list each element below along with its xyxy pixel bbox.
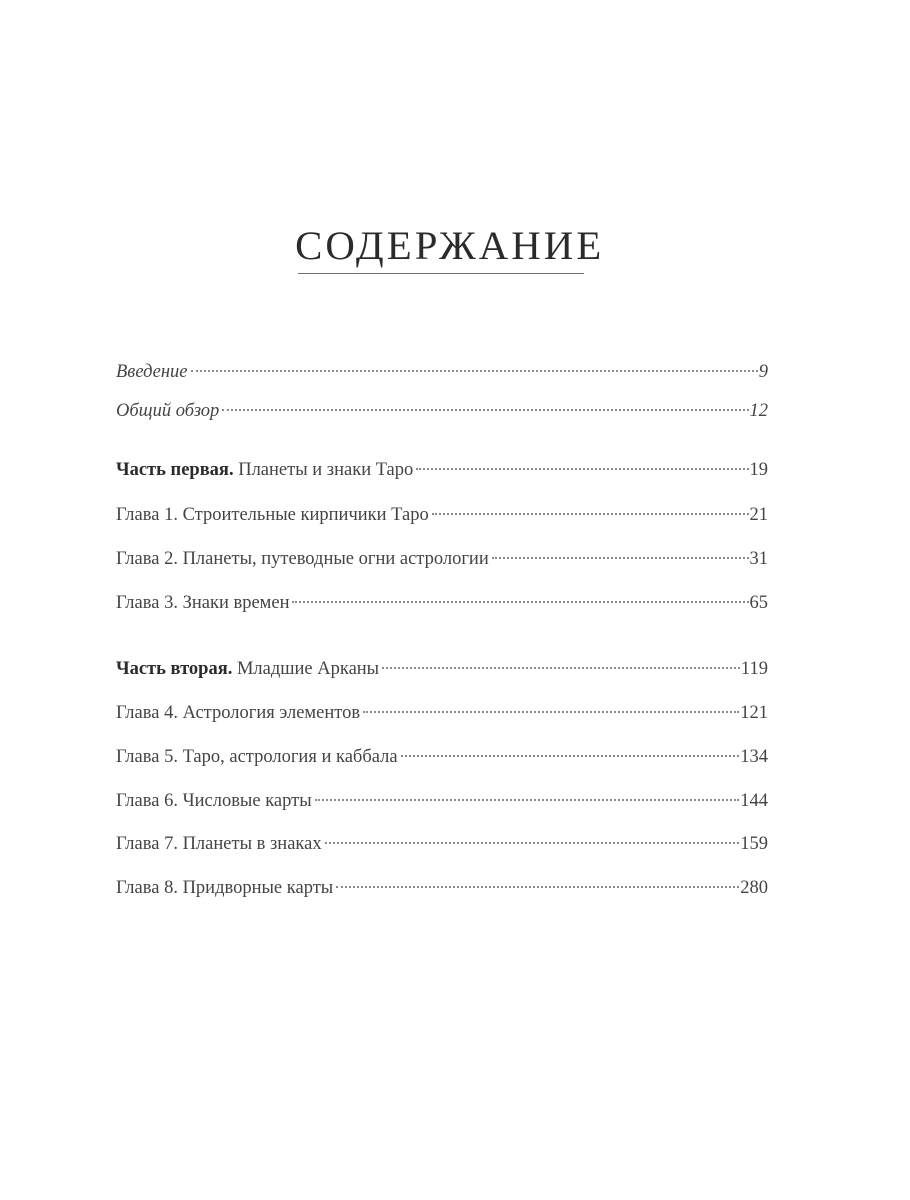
dot-leader [222,409,748,411]
toc-entry-label: Общий обзор [116,401,220,421]
toc-entry-chapter-1[interactable] [116,501,768,529]
toc-entry-chapter-8[interactable] [116,874,768,902]
dot-leader [336,886,739,888]
dot-leader [315,799,740,801]
toc-entry-label: Введение [116,362,188,382]
part-label: Часть вторая. [116,659,233,679]
dot-leader [492,557,749,559]
toc-page-number: 280 [740,878,768,898]
toc-entry-label: Глава 4. Астрология элементов [116,703,361,723]
toc-entry-chapter-2[interactable] [116,545,768,573]
dot-leader [382,667,740,669]
dot-leader [292,601,748,603]
toc-entry-label: Глава 6. Числовые карты [116,791,312,811]
toc-entry-label: Глава 3. Знаки времен [116,593,290,613]
toc-entry-label: Глава 2. Планеты, путеводные огни астрологии [116,549,489,569]
toc-page-number: 159 [740,834,768,854]
part-title: Младшие Арканы [236,659,380,679]
toc-page-number: 21 [749,505,768,525]
toc-entry-overview[interactable] [116,397,768,425]
toc-entry-chapter-4[interactable] [116,699,768,727]
dot-leader [416,468,748,470]
toc-page-number: 9 [758,362,768,382]
toc-entry-introduction[interactable] [116,358,768,386]
toc-entry-label: Глава 1. Строительные кирпичики Таро [116,505,429,525]
dot-leader [401,755,740,757]
dot-leader [325,842,740,844]
dot-leader [191,370,758,372]
dot-leader [432,513,749,515]
toc-entry-chapter-6[interactable] [116,787,768,815]
toc-page-number: 12 [749,401,768,421]
toc-entry-label: Глава 5. Таро, астрология и каббала [116,747,398,767]
toc-page-number: 65 [749,593,768,613]
title-block [295,223,605,268]
toc-page-number: 121 [740,703,768,723]
toc-page-number: 31 [749,549,768,569]
toc-entry-label: Глава 8. Придворные карты [116,878,334,898]
toc-page-number: 19 [749,460,768,480]
toc-page-number: 119 [740,659,768,679]
dot-leader [363,711,739,713]
toc-entry-chapter-5[interactable] [116,743,768,771]
toc-part-heading [116,655,379,683]
title-underline [298,273,584,274]
part-title: Планеты и знаки Таро [238,460,414,480]
toc-entry-part-2[interactable] [116,655,768,683]
toc-entry-part-1[interactable] [116,456,768,484]
toc-page-number: 144 [740,791,768,811]
toc-entry-label: Глава 7. Планеты в знаках [116,834,322,854]
toc-entry-chapter-7[interactable] [116,830,768,858]
toc-page-number: 134 [740,747,768,767]
toc-part-heading [116,456,413,484]
toc-entry-chapter-3[interactable] [116,589,768,617]
part-label: Часть первая. [116,460,234,480]
page-title: СОДЕРЖАНИЕ [295,223,605,268]
